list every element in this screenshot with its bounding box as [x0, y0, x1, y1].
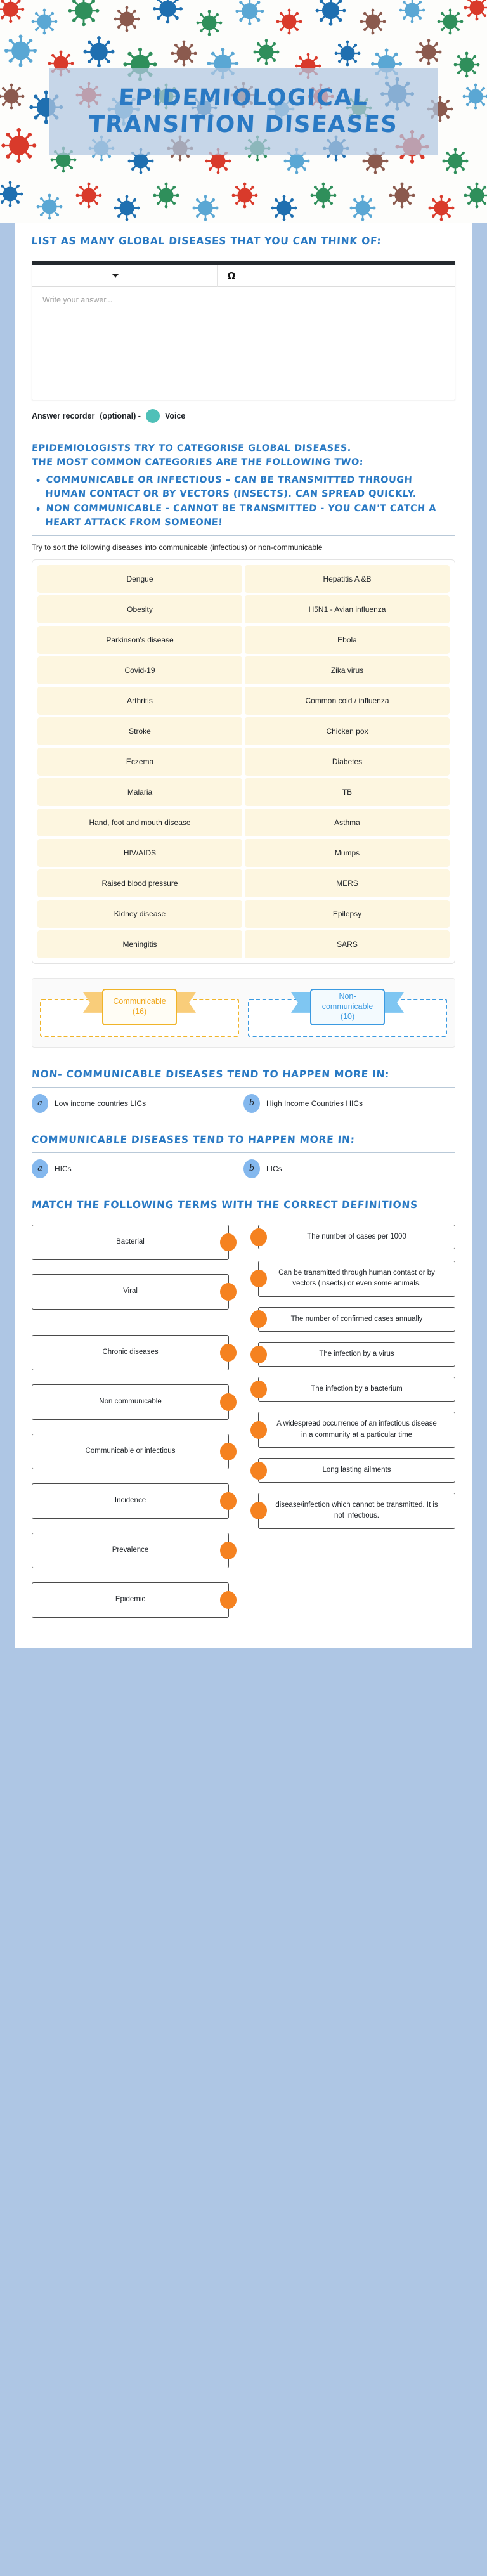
- match-connector-knob[interactable]: [250, 1381, 267, 1398]
- option-key-badge: b: [244, 1094, 260, 1113]
- option-label: Low income countries LICs: [55, 1098, 146, 1108]
- matching-heading: MATCH THE FOLLOWING TERMS WITH THE CORRECT DEFINITIONS: [31, 1199, 419, 1211]
- disease-chip[interactable]: Chicken pox: [245, 717, 450, 745]
- mcq-2-options: [32, 1159, 455, 1178]
- option-key-badge: b: [244, 1159, 260, 1178]
- match-connector-knob[interactable]: [250, 1462, 267, 1480]
- categories-intro-section: [15, 442, 472, 1048]
- disease-chip[interactable]: Mumps: [245, 839, 450, 867]
- bucket-ribbon: [102, 989, 177, 1025]
- page-title-line-2: TRANSITION DISEASES: [88, 112, 399, 138]
- match-connector-knob[interactable]: [250, 1346, 267, 1363]
- bucket-ribbon: [310, 989, 385, 1025]
- matching-definition[interactable]: Can be transmitted through human contact or by vectors (insects) or even some animals.: [258, 1261, 455, 1297]
- match-connector-knob[interactable]: [220, 1443, 237, 1460]
- matching-term[interactable]: Epidemic: [32, 1582, 229, 1618]
- intro-line-1: EPIDEMIOLOGISTS TRY TO CATEGORISE GLOBAL DISEASES.: [31, 443, 352, 454]
- option-label: LICs: [266, 1164, 282, 1173]
- page-title: [49, 68, 438, 155]
- rich-answer-box[interactable]: [32, 261, 455, 400]
- matching-definition[interactable]: The number of cases per 1000: [258, 1225, 455, 1249]
- mcq-1-heading: NON- COMMUNICABLE DISEASES TEND TO HAPPEN MORE IN:: [31, 1068, 390, 1080]
- divider: [32, 1152, 455, 1153]
- answer-placeholder: Write your answer...: [42, 296, 113, 305]
- disease-chip[interactable]: Dengue: [37, 565, 242, 593]
- sorting-instruction: Try to sort the following diseases into communicable (infectious) or non-communicable: [32, 542, 323, 552]
- bucket-communicable[interactable]: [40, 987, 239, 1037]
- matching-definition[interactable]: The number of confirmed cases annually: [258, 1307, 455, 1332]
- match-connector-knob[interactable]: [220, 1393, 237, 1411]
- sorting-buckets[interactable]: [32, 978, 455, 1048]
- disease-chip[interactable]: TB: [245, 778, 450, 806]
- divider: [32, 535, 455, 536]
- bucket-label: Non-communicable (10): [310, 989, 385, 1025]
- match-connector-knob[interactable]: [250, 1421, 267, 1439]
- disease-chip[interactable]: Covid-19: [37, 656, 242, 684]
- answer-textarea[interactable]: [32, 287, 455, 400]
- matching-definition[interactable]: The infection by a virus: [258, 1342, 455, 1367]
- disease-chip[interactable]: Eczema: [37, 748, 242, 776]
- disease-chip[interactable]: Parkinson's disease: [37, 626, 242, 654]
- special-character-button[interactable]: Ω: [227, 270, 236, 282]
- matching-term[interactable]: Viral: [32, 1274, 229, 1310]
- matching-term[interactable]: Incidence: [32, 1483, 229, 1519]
- disease-chip[interactable]: Epilepsy: [245, 900, 450, 928]
- match-connector-knob[interactable]: [250, 1310, 267, 1328]
- matching-terms-column: [32, 1225, 229, 1632]
- matching-term[interactable]: Communicable or infectious: [32, 1434, 229, 1469]
- answer-recorder-row: [32, 409, 455, 423]
- disease-chip[interactable]: HIV/AIDS: [37, 839, 242, 867]
- matching-term[interactable]: Chronic diseases: [32, 1335, 229, 1370]
- disease-chip[interactable]: MERS: [245, 869, 450, 897]
- match-connector-knob[interactable]: [250, 1502, 267, 1519]
- option-label: HICs: [55, 1164, 72, 1173]
- page-title-line-1: EPIDEMIOLOGICAL: [118, 84, 369, 111]
- disease-chip[interactable]: Meningitis: [37, 930, 242, 958]
- category-bullet-list: [32, 474, 455, 530]
- match-connector-knob[interactable]: [220, 1542, 237, 1559]
- question-1-section: [15, 223, 472, 423]
- match-connector-knob[interactable]: [220, 1492, 237, 1510]
- bucket-non-communicable[interactable]: [248, 987, 447, 1037]
- matching-grid: [32, 1225, 455, 1632]
- disease-chip[interactable]: Obesity: [37, 595, 242, 623]
- disease-chip[interactable]: Malaria: [37, 778, 242, 806]
- match-connector-knob[interactable]: [220, 1344, 237, 1362]
- disease-chip[interactable]: H5N1 - Avian influenza: [245, 595, 450, 623]
- chevron-down-icon: [112, 274, 119, 278]
- disease-chip[interactable]: SARS: [245, 930, 450, 958]
- intro-line-2: THE MOST COMMON CATEGORIES ARE THE FOLLOWING TWO:: [31, 457, 364, 467]
- header-banner: [0, 0, 487, 223]
- matching-definition[interactable]: disease/infection which cannot be transmitted. It is not infectious.: [258, 1493, 455, 1529]
- match-connector-knob[interactable]: [250, 1228, 267, 1246]
- category-bullet: COMMUNICABLE OR INFECTIOUS – CAN BE TRANSMITTED THROUGH HUMAN CONTACT OR BY VECTORS (INSECTS). CAN SPREAD QUICKLY.: [31, 474, 456, 502]
- disease-chip[interactable]: Diabetes: [245, 748, 450, 776]
- matching-definition[interactable]: Long lasting ailments: [258, 1458, 455, 1483]
- answer-recorder-label: Answer recorder: [32, 412, 95, 421]
- mcq-1-section: [15, 1067, 472, 1113]
- mcq-option-a[interactable]: [32, 1094, 244, 1113]
- disease-chip[interactable]: Hepatitis A &B: [245, 565, 450, 593]
- mcq-option-b[interactable]: [244, 1159, 455, 1178]
- text-style-dropdown[interactable]: [32, 265, 198, 287]
- mcq-2-heading: COMMUNICABLE DISEASES TEND TO HAPPEN MORE IN:: [31, 1133, 356, 1145]
- disease-chip[interactable]: Ebola: [245, 626, 450, 654]
- disease-chip[interactable]: Zika virus: [245, 656, 450, 684]
- match-connector-knob[interactable]: [220, 1591, 237, 1609]
- match-connector-knob[interactable]: [250, 1270, 267, 1287]
- matching-definition[interactable]: The infection by a bacterium: [258, 1377, 455, 1402]
- worksheet-body: [15, 223, 472, 1648]
- disease-chip[interactable]: Raised blood pressure: [37, 869, 242, 897]
- disease-chip[interactable]: Common cold / influenza: [245, 687, 450, 715]
- option-key-badge: a: [32, 1159, 48, 1178]
- option-label: High Income Countries HICs: [266, 1098, 363, 1108]
- option-key-badge: a: [32, 1094, 48, 1113]
- voice-label: Voice: [164, 412, 186, 421]
- match-connector-knob[interactable]: [220, 1283, 237, 1301]
- disease-chip-grid: [37, 565, 450, 958]
- microphone-icon[interactable]: [146, 409, 160, 423]
- matching-definition[interactable]: A widespread occurrence of an infectious disease in a community at a particular time: [258, 1412, 455, 1448]
- matching-definitions-column: [258, 1225, 455, 1539]
- mcq-1-options: [32, 1094, 455, 1113]
- mcq-option-b[interactable]: [244, 1094, 455, 1113]
- mcq-option-a[interactable]: [32, 1159, 244, 1178]
- disease-chip[interactable]: Arthritis: [37, 687, 242, 715]
- answer-box-toolbar[interactable]: [32, 265, 455, 287]
- matching-section: [15, 1197, 472, 1632]
- disease-chip[interactable]: Kidney disease: [37, 900, 242, 928]
- question-1-heading: LIST AS MANY GLOBAL DISEASES THAT YOU CAN THINK OF:: [31, 235, 382, 247]
- divider: [32, 1087, 455, 1088]
- toolbar-spacer: [198, 265, 218, 287]
- match-connector-knob[interactable]: [220, 1233, 237, 1251]
- disease-chip[interactable]: Asthma: [245, 809, 450, 836]
- disease-chip[interactable]: Hand, foot and mouth disease: [37, 809, 242, 836]
- disease-chip-card: [32, 559, 455, 964]
- category-bullet: NON COMMUNICABLE - CANNOT BE TRANSMITTED - YOU CAN'T CATCH A HEART ATTACK FROM SOMEONE!: [31, 502, 456, 530]
- mcq-2-section: [15, 1132, 472, 1178]
- matching-term[interactable]: Prevalence: [32, 1533, 229, 1568]
- answer-recorder-optional: (optional) -: [100, 412, 141, 421]
- matching-term[interactable]: Non communicable: [32, 1384, 229, 1420]
- matching-term[interactable]: Bacterial: [32, 1225, 229, 1260]
- bucket-label: Communicable (16): [102, 989, 177, 1025]
- disease-chip[interactable]: Stroke: [37, 717, 242, 745]
